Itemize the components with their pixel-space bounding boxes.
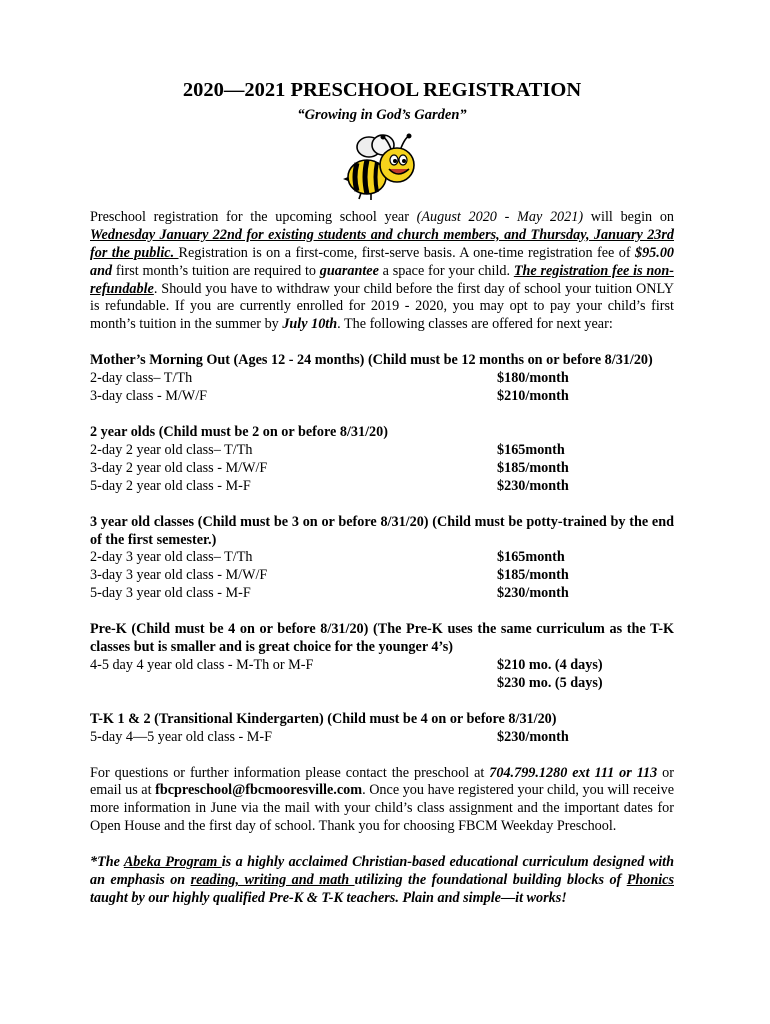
intro-text: . The following classes are offered for next year:: [337, 316, 613, 333]
abeka-program-name: Abeka Program: [123, 854, 222, 871]
class-label: 5-day 2 year old class - M-F: [90, 477, 251, 494]
class-row: [90, 585, 674, 603]
class-price: $210 mo. (4 days): [497, 656, 603, 673]
intro-text: will begin on: [583, 208, 675, 225]
class-row: [90, 549, 674, 567]
intro-text: Registration is on a first-come, first-serve basis. A one-time registration fee of: [178, 244, 635, 261]
class-label: 3-day class - M/W/F: [90, 388, 208, 405]
section-heading: Mother’s Morning Out (Ages 12 - 24 months) (Child must be 12 months on or before 8/31/20): [90, 352, 653, 369]
emphasis-subjects: reading, writing and math: [190, 872, 355, 889]
class-row: [90, 729, 674, 747]
class-row: [90, 478, 674, 496]
class-row: [90, 675, 674, 693]
class-row: [90, 388, 674, 406]
class-section-mmo: [90, 352, 674, 406]
footnote-text: is a highly acclaimed Christian-based educational curriculum designed with an emphasis on: [90, 854, 674, 889]
class-label: 5-day 4—5 year old class - M-F: [90, 728, 273, 745]
class-price: $230/month: [497, 477, 569, 494]
class-price: $230 mo. (5 days): [497, 674, 603, 691]
footnote-text: *The: [90, 854, 124, 871]
email-address: fbcpreschool@fbcmooresville.com: [155, 782, 363, 799]
class-label: 2-day 2 year old class– T/Th: [90, 441, 253, 458]
class-row: [90, 442, 674, 460]
intro-text: first month’s tuition are required to: [112, 262, 320, 279]
class-price: $185/month: [497, 459, 569, 476]
contact-text: or email us at: [90, 764, 674, 799]
class-price: $210/month: [497, 388, 569, 405]
guarantee-text: guarantee: [319, 262, 379, 279]
footnote-text: utilizing the foundational building blocks of: [354, 872, 627, 889]
class-label: 4-5 day 4 year old class - M-Th or M-F: [90, 656, 314, 673]
class-section-3yr: [90, 514, 674, 604]
registration-dates: Wednesday January 22nd for existing students and church members, and Thursday, January 23rd for the public.: [90, 226, 674, 261]
bee-icon: [343, 133, 421, 201]
class-section-prek: [90, 621, 674, 693]
class-row: [90, 370, 674, 388]
abeka-footnote: [90, 854, 674, 908]
class-price: $230/month: [497, 728, 569, 745]
section-heading: 2 year olds (Child must be 2 on or before 8/31/20): [90, 423, 388, 440]
intro-text: a space for your child.: [378, 262, 514, 279]
class-price: $165month: [497, 549, 565, 566]
page-title: 2020—2021 PRESCHOOL REGISTRATION: [182, 79, 582, 101]
class-price: $185/month: [497, 567, 569, 584]
class-label: [90, 675, 497, 693]
contact-text: . Once you have registered your child, you will receive more information in June via the mail with your child’s class assignment and the important dates for Open House and the first day of school. Thank you for choosing FBCM Weekday Preschool.: [90, 782, 674, 835]
section-heading: Pre-K (Child must be 4 on or before 8/31/20) (The Pre-K uses the same curriculum as the T-K classes but is smaller and is great choice for the younger 4’s): [90, 621, 674, 656]
class-label: 2-day class– T/Th: [90, 370, 193, 387]
class-label: 3-day 2 year old class - M/W/F: [90, 459, 268, 476]
class-row: [90, 657, 674, 675]
class-section-2yr: [90, 424, 674, 496]
intro-paragraph: [90, 209, 674, 334]
intro-text: Preschool registration for the upcoming school year: [90, 208, 417, 225]
class-label: 5-day 3 year old class - M-F: [90, 585, 251, 602]
section-heading: 3 year old classes (Child must be 3 on or before 8/31/20) (Child must be potty-trained by the end of the first semester.): [90, 513, 674, 548]
contact-text: For questions or further information please contact the preschool at: [90, 764, 490, 781]
class-price: $180/month: [497, 370, 569, 387]
intro-text: . Should you have to withdraw your child before the first day of school your tuition ONLY is refundable. If you are currently enrolled for 2019 - 2020, you may opt to pay your child’s first month’s tuition in the summer by: [90, 280, 674, 333]
document-page: [90, 78, 674, 908]
class-row: [90, 567, 674, 585]
class-label: 3-day 3 year old class - M/W/F: [90, 567, 268, 584]
class-price: $165month: [497, 441, 565, 458]
phone-number: 704.799.1280 ext 111 or 113: [489, 764, 658, 781]
page-subtitle: “Growing in God’s Garden”: [297, 107, 467, 123]
tuition-deadline: July 10th: [282, 316, 338, 333]
class-row: [90, 460, 674, 478]
section-heading: T-K 1 & 2 (Transitional Kindergarten) (Child must be 4 on or before 8/31/20): [90, 710, 557, 727]
phonics-text: Phonics: [626, 872, 674, 889]
footnote-text: taught by our highly qualified Pre-K & T-K teachers. Plain and simple—it works!: [90, 890, 567, 906]
class-label: 2-day 3 year old class– T/Th: [90, 549, 253, 566]
contact-paragraph: [90, 765, 674, 837]
class-price: $230/month: [497, 585, 569, 602]
class-section-tk: [90, 711, 674, 747]
non-refundable-notice: The registration fee is non-refundable: [90, 262, 674, 297]
registration-fee: $95.00 and: [90, 244, 674, 279]
school-year-range: (August 2020 - May 2021): [416, 208, 584, 225]
